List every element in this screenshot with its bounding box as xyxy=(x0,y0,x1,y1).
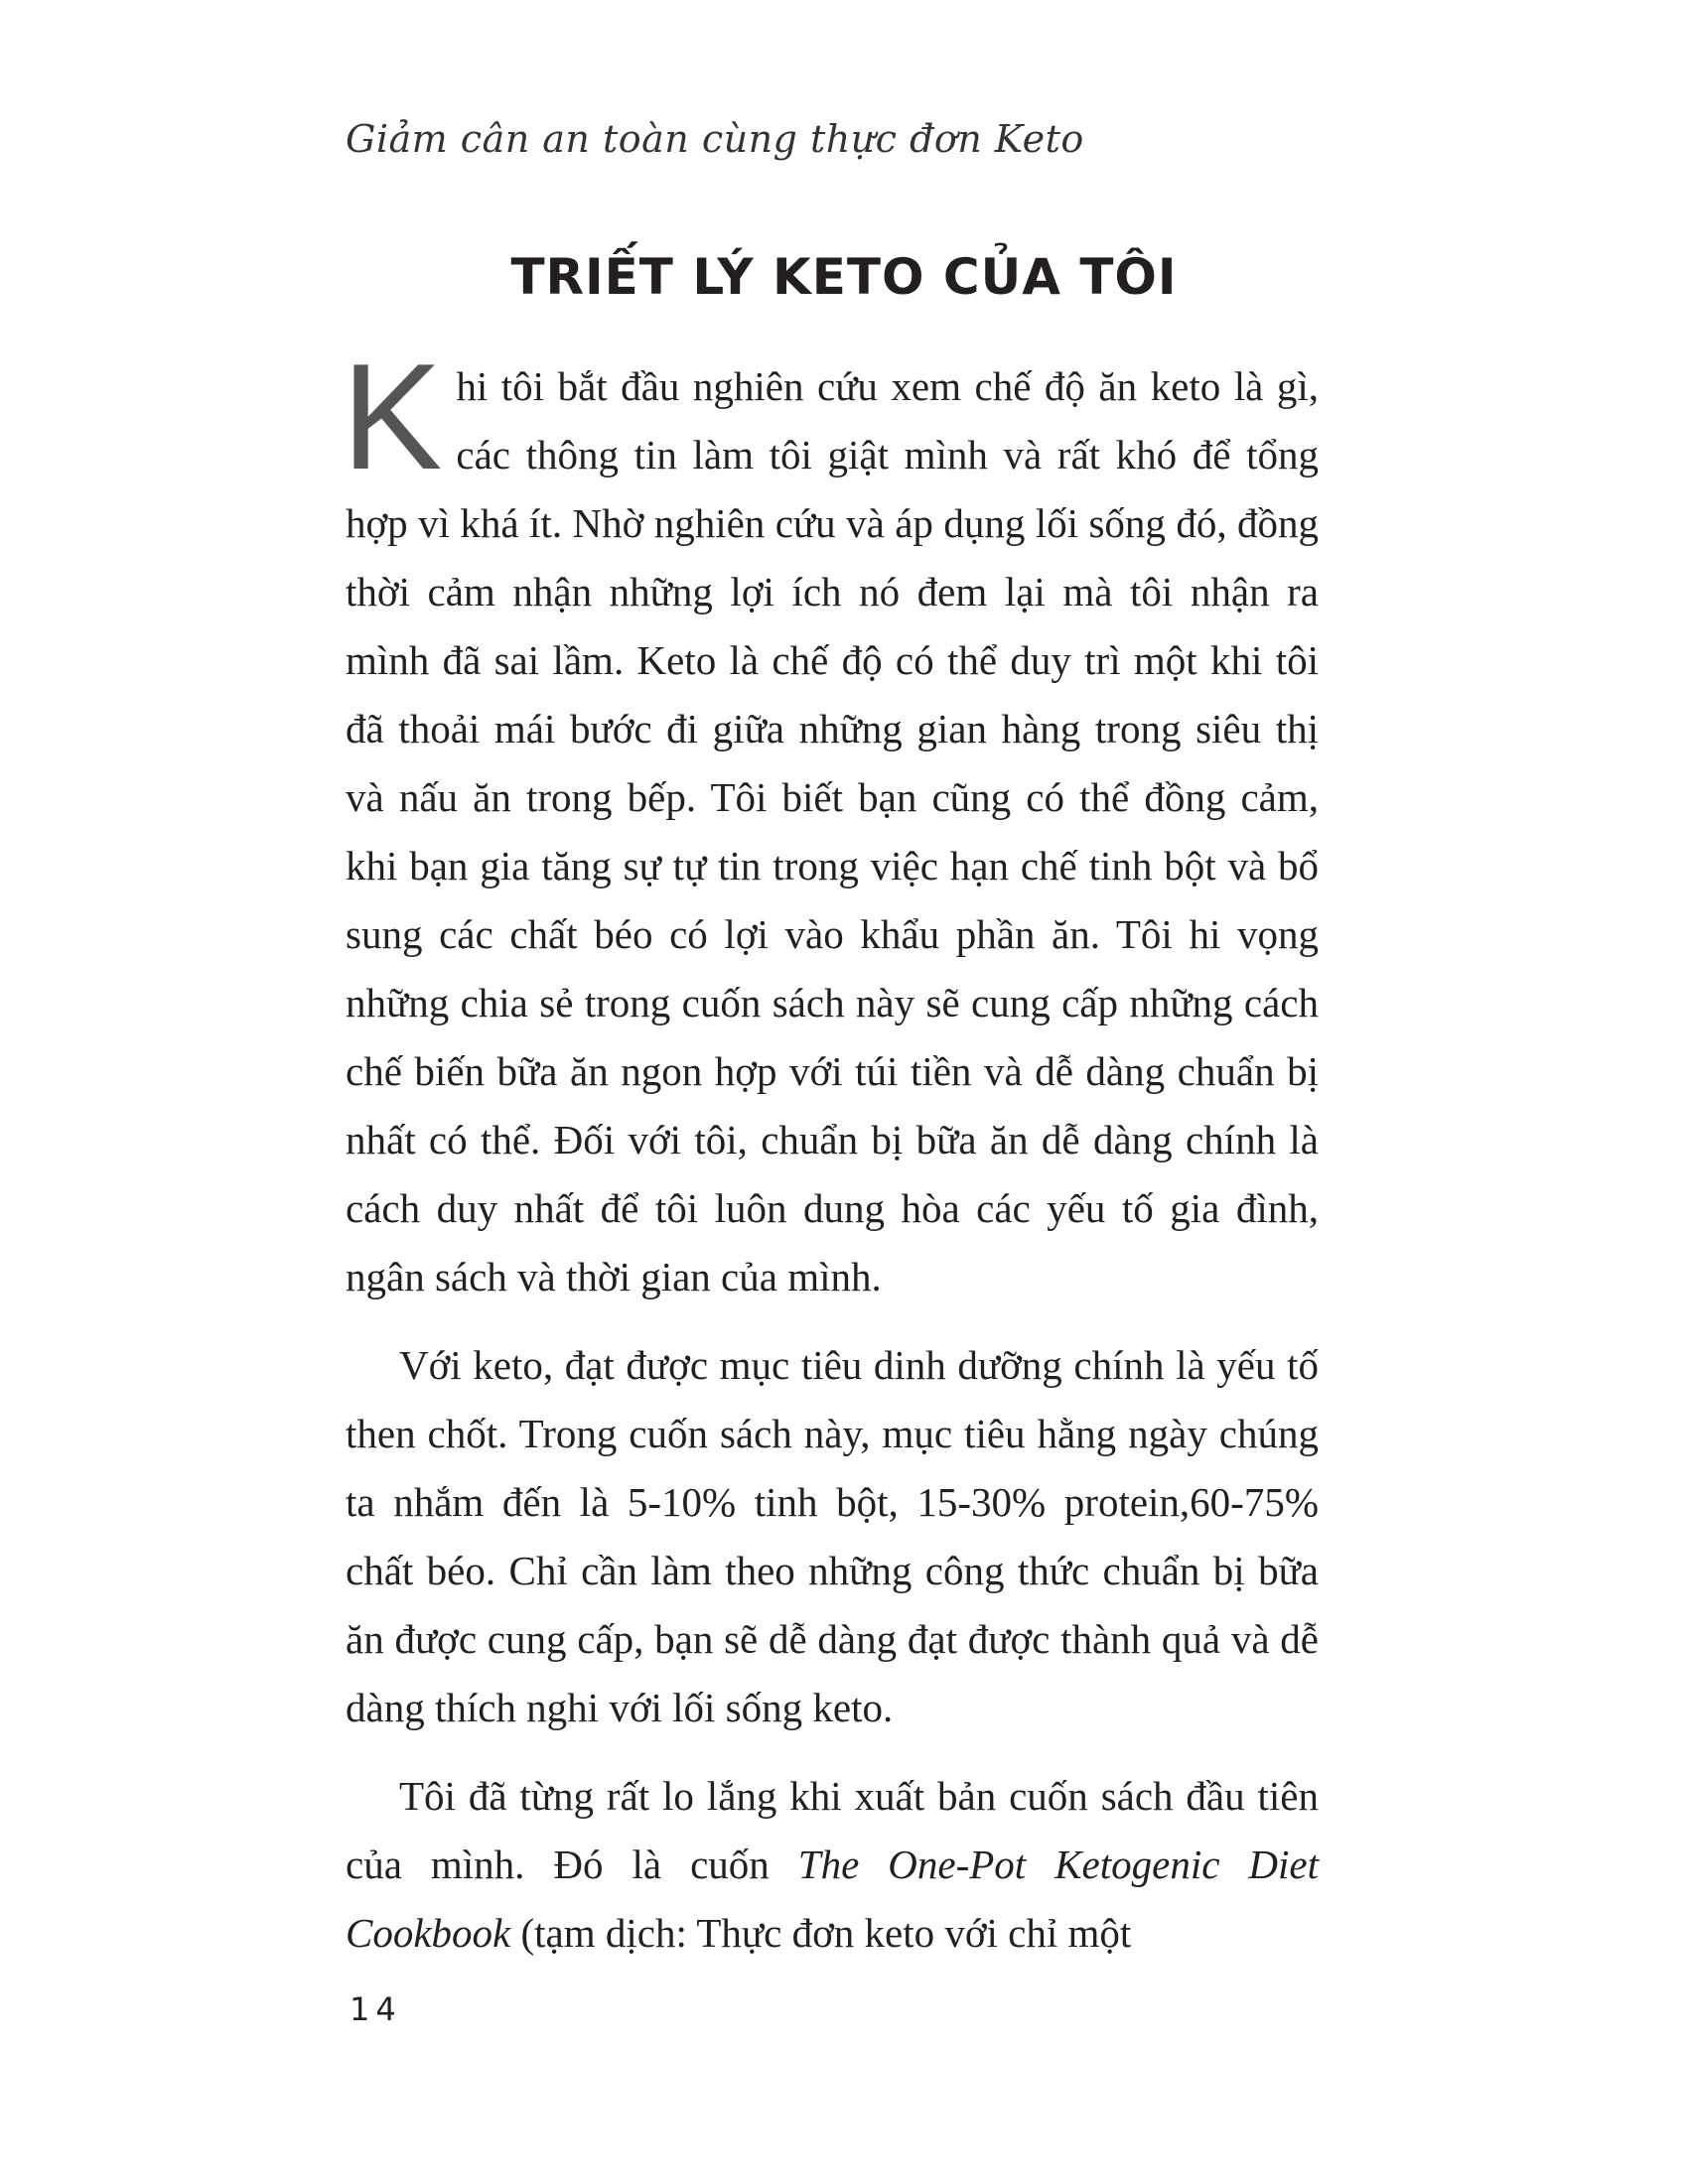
paragraph-3-text-before: Tôi đã từng rất lo lắng khi xuất bản cuốn sách đầu tiên của mình. Đó là cuốn xyxy=(346,1773,1319,1887)
drop-cap: K xyxy=(342,333,443,501)
body-text xyxy=(342,333,1319,1987)
paragraph-3-text-after: (tạm dịch: Thực đơn keto với chỉ một xyxy=(510,1910,1132,1956)
paragraph-3 xyxy=(346,1762,1319,1968)
paragraph-1 xyxy=(342,333,1319,1311)
running-header: Giảm cân an toàn cùng thực đơn Keto xyxy=(346,117,1084,161)
page-number: 14 xyxy=(350,1990,402,2028)
paragraph-2: Với keto, đạt được mục tiêu dinh dưỡng chính là yếu tố then chốt. Trong cuốn sách này, mục tiêu hằng ngày chúng ta nhắm đến là 5-10% tinh bột, 15-30% protein,60-75% chất béo. Chỉ cần làm theo những công thức chuẩn bị bữa ăn được cung cấp, bạn sẽ dễ dàng đạt được thành quả và dễ dàng thích nghi với lối sống keto. xyxy=(346,1342,1319,1730)
paragraph-1-text: hi tôi bắt đầu nghiên cứu xem chế độ ăn keto là gì, các thông tin làm tôi giật mình và rất khó để tổng hợp vì khá ít. Nhờ nghiên cứu và áp dụng lối sống đó, đồng thời cảm nhận những lợi ích nó đem lại mà tôi nhận ra mình đã sai lầm. Keto là chế độ có thể duy trì một khi tôi đã thoải mái bước đi giữa những gian hàng trong siêu thị và nấu ăn trong bếp. Tôi biết bạn cũng có thể đồng cảm, khi bạn gia tăng sự tự tin trong việc hạn chế tinh bột và bổ sung các chất béo có lợi vào khẩu phần ăn. Tôi hi vọng những chia sẻ trong cuốn sách này sẽ cung cấp những cách chế biến bữa ăn ngon hợp với túi tiền và dễ dàng chuẩn bị nhất có thể. Đối với tôi, chuẩn bị bữa ăn dễ dàng chính là cách duy nhất để tôi luôn dung hòa các yếu tố gia đình, ngân sách và thời gian của mình. xyxy=(346,363,1319,1299)
book-title: The One-Pot Ketogenic Diet Cookbook xyxy=(346,1842,1319,1956)
chapter-title: TRIẾT LÝ KETO CỦA TÔI xyxy=(510,248,1178,306)
